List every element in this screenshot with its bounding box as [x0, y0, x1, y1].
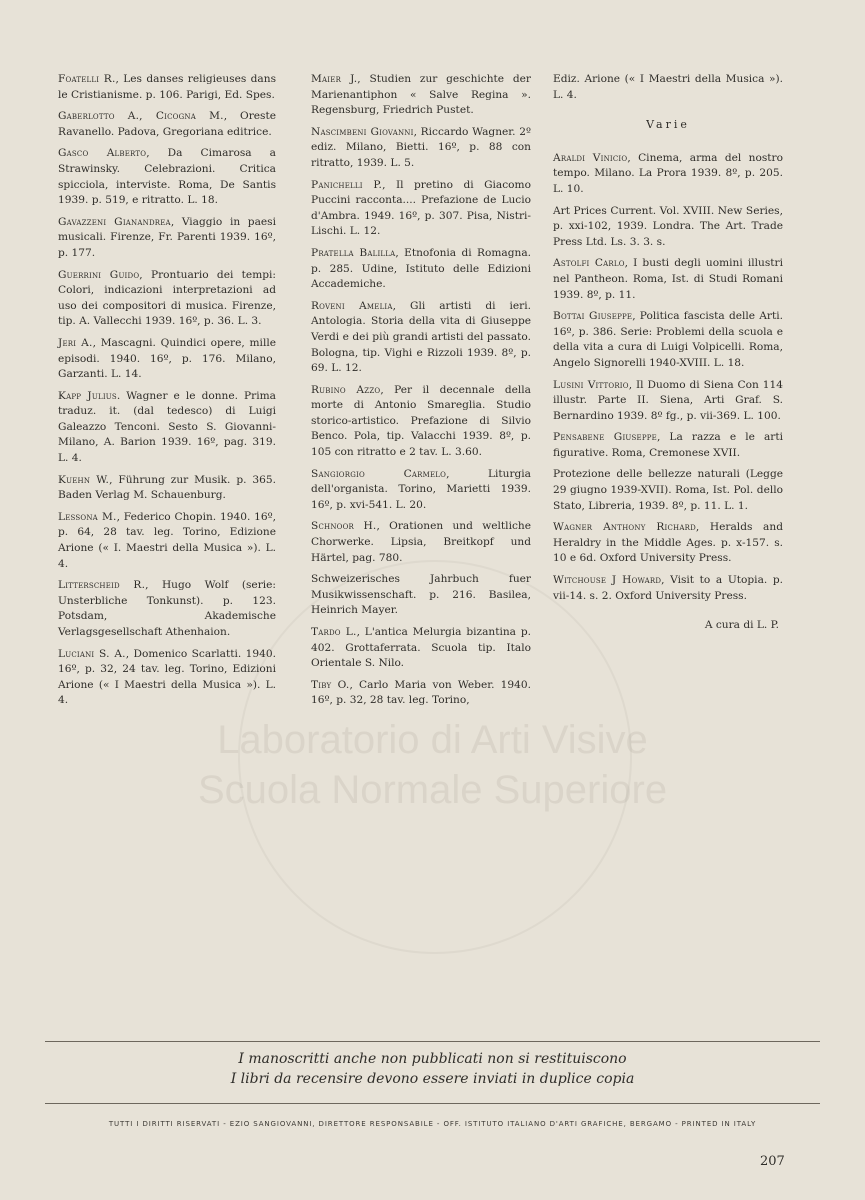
entry-author: Rubino Azzo [311, 383, 381, 396]
bibliography-entry [553, 151, 783, 198]
bibliography-entry [553, 573, 783, 604]
entry-details: , Visit to a Utopia. p. vii-14. s. 2. Oxford University Press. [553, 574, 784, 602]
notice-manuscripts: I manoscritti anche non pubblicati non si restituiscono [238, 1051, 627, 1067]
entry-details: , I busti degli uomini illustri nel Pantheon. Roma, Ist. di Studi Romani 1939. 8º, p. 11. [553, 257, 783, 301]
entry-author: Pratella Balilla [311, 246, 396, 259]
entry-details: , Il Duomo di Siena Con 114 illustr. Parte II. Siena, Arti Graf. S. Bernardino 1939. 8º fg., p. vii-369. L. 100. [553, 378, 783, 422]
entry-details: , La razza e le arti figurative. Roma, Cremonese XVII. [553, 431, 783, 459]
entry-details: , Gli artisti di ieri. Antologia. Storia della vita di Giuseppe Verdi e dei più grandi artisti del passato. Bologna, tip. Vighi e Rizzoli 1939. 8º, p. 69. L. 12. [311, 299, 531, 375]
entry-author: Kuehn W. [58, 473, 110, 486]
entry-author: Panichelli P. [311, 178, 383, 191]
bibliography-entry [58, 72, 276, 103]
bibliography-entry [311, 519, 531, 566]
entry-author: Jeri A. [58, 336, 93, 349]
entry-details: , Politica fascista delle Arti. 16º, p. 386. Serie: Problemi della scuola e della vita a cura di Luigi Volpicelli. Roma, Angelo Signorelli 1940-XVIII. L. 18. [553, 310, 783, 369]
entry-author: Bottai Giuseppe [553, 310, 633, 323]
entry-details: , Cinema, arma del nostro tempo. Milano. La Prora 1939. 8º, p. 205. L. 10. [553, 151, 784, 195]
entry-author: Gasco Alberto [58, 147, 147, 160]
bibliography-entry [311, 178, 531, 240]
entry-author: Tardo L. [311, 626, 357, 638]
entry-details: , Heralds and Heraldry in the Middle Ages. p. x-157. s. 10 e 6d. Oxford University Press. [553, 521, 783, 565]
bibliography-entry [553, 430, 783, 461]
bibliography-entry [553, 256, 783, 303]
bibliography-entry [311, 467, 531, 514]
entry-details: , Federico Chopin. 1940. 16º, p. 64, 28 tav. leg. Torino, Edizione Arione (« I. Maestri della Musica »). L. 4. [58, 510, 276, 570]
entry-author: Araldi Vinicio [553, 151, 628, 164]
varie-entries [553, 151, 783, 604]
entry-details: , Domenico Scarlatti. 1940. 16º, p. 32, 24 tav. leg. Torino, Edizioni Arione (« I Maestri della Musica »). L. 4. [58, 647, 276, 707]
bibliography-entry [58, 109, 276, 140]
notice-books: I libri da recensire devono essere inviati in duplice copia [230, 1071, 635, 1087]
entry-author: Sangiorgio Carmelo [311, 467, 447, 480]
entry-author: Witchouse J Howard [553, 574, 662, 587]
entry-details: , Per il decennale della morte di Antonio Smareglia. Studio storico-artistico. Prefazione di Silvio Benco. Pola, tip. Valacchi 1939. 8º, p. 105 con ritratto e 2 tav. L. 3.60. [311, 383, 531, 459]
entry-author: Kapp Julius [58, 389, 117, 402]
entry-author: Guerrini Guido [58, 268, 140, 281]
section-title-varie: Varie [646, 118, 690, 132]
entry-author: Roveni Amelia [311, 299, 393, 312]
bibliography-entry [553, 467, 783, 514]
bibliography-entry [311, 299, 531, 377]
bibliography-entry [58, 268, 276, 330]
bibliography-entry [58, 215, 276, 262]
entry-author: Maier J. [311, 73, 358, 85]
bibliography-entry [58, 578, 276, 640]
entry-author: Luciani S. A. [58, 647, 126, 660]
entry-details: . Wagner e le donne. Prima traduz. it. (dal tedesco) di Luigi Galeazzo Tenconi. Sesto S. Giovanni-Milano, A. Barion 1939. 16º, pag. 319. L. 4. [58, 389, 276, 465]
editor-signature: A cura di L. P. [704, 619, 779, 632]
entry-details: , L'antica Melurgia bizantina p. 402. Grottaferrata. Scuola tip. Italo Orientale S. Nilo. [311, 626, 531, 670]
entry-author: Foatelli R. [58, 73, 116, 85]
bibliography-entry [311, 246, 531, 293]
entry-author: Lessona M. [58, 510, 117, 523]
entry-author: Pensabene Giuseppe [553, 431, 657, 444]
continued-entry: Ediz. Arione (« I Maestri della Musica »). L. 4. [553, 73, 783, 101]
bibliography-entry [58, 647, 276, 709]
entry-details: Schweizerisches Jahrbuch fuer Musikwissenschaft. p. 216. Basilea, Heinrich Mayer. [311, 573, 531, 617]
divider-bottom [45, 1103, 820, 1104]
bibliography-entry [58, 146, 276, 208]
entry-details: , Prontuario dei tempi: Colori, indicazioni interpretazioni ad uso dei compositori di musica. Firenze, tip. A. Vallecchi 1939. 16º, p. 36. L. 3. [58, 268, 276, 328]
bibliography-column-1 [58, 72, 276, 715]
entry-details: , Les danses religieuses dans le Cristianisme. p. 106. Parigi, Ed. Spes. [58, 73, 277, 101]
entry-details: , Etnofonia di Romagna. p. 285. Udine, Istituto delle Edizioni Accademiche. [311, 246, 531, 291]
entry-details: , Da Cimarosa a Strawinsky. Celebrazioni. Critica spicciola, interviste. Roma, De Santis 1939. p. 519, e ritratto. L. 18. [58, 147, 276, 207]
bibliography-entry [553, 378, 783, 425]
entry-details: , Riccardo Wagner. 2º ediz. Milano, Bietti. 16º, p. 88 con ritratto, 1939. L. 5. [311, 125, 531, 169]
entry-details: , Studien zur geschichte der Marienantiphon « Salve Regina ». Regensburg, Friedrich Pustet. [311, 73, 531, 117]
page-number: 207 [760, 1154, 785, 1169]
bibliography-entry [311, 625, 531, 672]
entry-author: Lusini Vittorio [553, 378, 629, 391]
bibliography-entry [311, 678, 531, 709]
bibliography-entry [311, 383, 531, 461]
entry-author: Tiby O. [311, 678, 350, 691]
entry-details: , Oreste Ravanello. Padova, Gregoriana editrice. [58, 110, 277, 138]
entry-details: , Il pretino di Giacomo Puccini racconta.... Prefazione de Lucio d'Ambra. 1949. 16º, p. 307. Pisa, Nistri-Lischi. L. 12. [311, 178, 531, 238]
entry-details: , Führung zur Musik. p. 365. Baden Verlag M. Schauenburg. [58, 473, 276, 502]
entry-details: , Viaggio in paesi musicali. Firenze, Fr. Parenti 1939. 16º, p. 177. [58, 215, 276, 259]
entry-author: Litterscheid R. [58, 579, 146, 592]
divider-top [45, 1041, 820, 1042]
bibliography-entry [311, 125, 531, 172]
bibliography-entry [311, 72, 531, 119]
bibliography-entry [553, 309, 783, 371]
entry-details: , Hugo Wolf (serie: Unsterbliche Tonkunst). p. 123. Potsdam, Akademische Verlagsgesellschaft Athenhaion. [58, 579, 276, 638]
entry-author: Wagner Anthony Richard [553, 521, 696, 534]
entry-details: Art Prices Current. Vol. XVIII. New Series, p. xxi-102, 1939. Londra. The Art. Trade Press Ltd. Ls. 3. 3. s. [553, 204, 783, 248]
bibliography-entry [553, 204, 783, 251]
entry-author: Nascimbeni Giovanni [311, 125, 414, 138]
bibliography-entry [58, 336, 276, 383]
bibliography-entry [58, 389, 276, 467]
entry-details: , Liturgia dell'organista. Torino, Marietti 1939. 16º, p. xvi-541. L. 20. [311, 467, 531, 511]
entry-author: Astolfi Carlo [553, 257, 625, 270]
entry-author: Gaberlotto A., Cicogna M. [58, 110, 224, 123]
bibliography-entry [58, 510, 276, 572]
entry-details: Protezione delle bellezze naturali (Legge 29 giugno 1939-XVII). Roma, Ist. Pol. dello Stato, Libreria, 1939. 8º, p. 11. L. 1. [553, 468, 783, 512]
bibliography-column-3 [553, 72, 783, 634]
bibliography-entry [553, 520, 783, 567]
footer-credits: TUTTI I DIRITTI RISERVATI - EZIO SANGIOVANNI, DIRETTORE RESPONSABILE - OFF. ISTITUTO ITALIANO D'ARTI GRAFICHE, BERGAMO - PRINTED IN ITALY [108, 1120, 757, 1128]
entry-details: , Mascagni. Quindici opere, mille episodi. 1940. 16º, p. 176. Milano, Garzanti. L. 14. [58, 336, 276, 381]
entry-author: Schnoor H. [311, 520, 377, 533]
bibliography-column-2 [311, 72, 531, 715]
entry-details: , Carlo Maria von Weber. 1940. 16º, p. 32, 28 tav. leg. Torino, [311, 678, 531, 707]
bibliography-entry [58, 473, 276, 504]
watermark-line-2: Scuola Normale Superiore [197, 768, 668, 812]
bibliography-entry [311, 572, 531, 619]
watermark-line-1: Laboratorio di Arti Visive [217, 718, 648, 762]
entry-author: Gavazzeni Gianandrea [58, 215, 171, 228]
entry-details: , Orationen und weltliche Chorwerke. Lipsia, Breitkopf und Härtel, pag. 780. [311, 520, 531, 564]
